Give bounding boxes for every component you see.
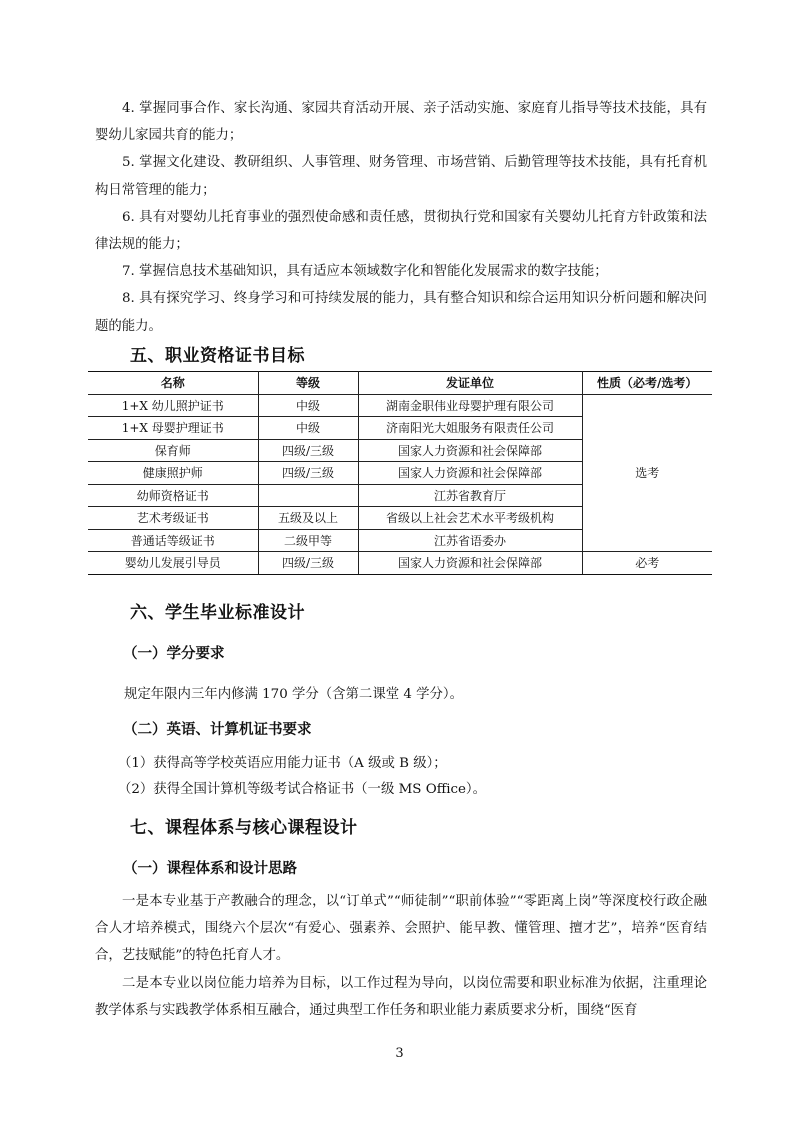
cell-level: 四级/三级 xyxy=(258,439,358,462)
cell-issuer: 济南阳光大姐服务有限责任公司 xyxy=(358,417,582,440)
cell-level: 二级甲等 xyxy=(258,529,358,552)
cell-level: 四级/三级 xyxy=(258,552,358,575)
section-heading-7: 七、课程体系与核心课程设计 xyxy=(130,818,358,838)
table-header-row xyxy=(88,372,712,395)
subheading-credits: （一）学分要求 xyxy=(123,646,225,662)
credit-requirement-text: 规定年限内三年内修满 170 学分（含第二课堂 4 学分）。 xyxy=(124,687,463,702)
certificate-requirement-item: （1）获得高等学校英语应用能力证书（A 级或 B 级）； xyxy=(118,756,447,771)
cell-issuer: 国家人力资源和社会保障部 xyxy=(358,462,582,485)
list-item: 6. 具有对婴幼儿托育事业的强烈使命感和责任感，贯彻执行党和国家有关婴幼儿托育方针政策和法律法规的能力； xyxy=(95,209,707,253)
cell-level xyxy=(258,484,358,507)
subheading-course-system: （一）课程体系和设计思路 xyxy=(123,861,297,877)
certificate-requirement-item: （2）获得全国计算机等级考试合格证书（一级 MS Office）。 xyxy=(118,782,487,797)
cell-issuer: 省级以上社会艺术水平考级机构 xyxy=(358,507,582,530)
certificate-table xyxy=(88,371,712,575)
section-heading-6: 六、学生毕业标准设计 xyxy=(130,603,305,623)
cell-name: 1+X 母婴护理证书 xyxy=(88,417,258,440)
cell-issuer: 国家人力资源和社会保障部 xyxy=(358,439,582,462)
paragraph: 二是本专业以岗位能力培养为目标，以工作过程为导向，以岗位需要和职业标准为依据，注重理论教学体系与实践教学体系相互融合，通过典型工作任务和职业能力素质要求分析，围绕“医育 xyxy=(95,975,707,1018)
cell-name: 普通话等级证书 xyxy=(88,529,258,552)
cell-level: 五级及以上 xyxy=(258,507,358,530)
cell-issuer: 湖南金职伟业母婴护理有限公司 xyxy=(358,394,582,417)
paragraph: 一是本专业基于产教融合的理念，以“订单式”“师徒制”“职前体验”“零距离上岗”等深度校行政企融合人才培养模式，围绕六个层次“有爱心、强素养、会照护、能早教、懂管理、擅才艺”，培养“医育结合，艺技赋能”的特色托育人才。 xyxy=(95,894,707,964)
section-heading-5: 五、职业资格证书目标 xyxy=(130,346,305,366)
cell-nature-optional: 选考 xyxy=(582,394,712,552)
cell-name: 健康照护师 xyxy=(88,462,258,485)
cell-name: 婴幼儿发展引导员 xyxy=(88,552,258,575)
list-item: 8. 具有探究学习、终身学习和可持续发展的能力，具有整合知识和综合运用知识分析问题和解决问题的能力。 xyxy=(95,291,707,334)
list-item: 7. 掌握信息技术基础知识，具有适应本领域数字化和智能化发展需求的数字技能； xyxy=(122,264,608,280)
course-design-paragraphs xyxy=(95,888,707,1024)
column-header-issuer: 发证单位 xyxy=(358,372,582,395)
cell-level: 四级/三级 xyxy=(258,462,358,485)
column-header-nature: 性质（必考/选考） xyxy=(582,372,712,395)
cell-issuer: 江苏省语委办 xyxy=(358,529,582,552)
cell-level: 中级 xyxy=(258,394,358,417)
cell-name: 幼师资格证书 xyxy=(88,484,258,507)
cell-issuer: 江苏省教育厅 xyxy=(358,484,582,507)
cell-name: 1+X 幼儿照护证书 xyxy=(88,394,258,417)
page-number: 3 xyxy=(395,1046,404,1061)
list-item: 4. 掌握同事合作、家长沟通、家园共育活动开展、亲子活动实施、家庭育儿指导等技术技能，具有婴幼儿家园共育的能力； xyxy=(95,101,707,144)
competency-list xyxy=(95,95,707,340)
cell-name: 保育师 xyxy=(88,439,258,462)
list-item: 5. 掌握文化建设、教研组织、人事管理、财务管理、市场营销、后勤管理等技术技能，具有托育机构日常管理的能力； xyxy=(95,155,707,198)
table-row xyxy=(88,552,712,575)
cell-issuer: 国家人力资源和社会保障部 xyxy=(358,552,582,575)
column-header-name: 名称 xyxy=(88,372,258,395)
subheading-certificates: （二）英语、计算机证书要求 xyxy=(123,722,312,738)
table-row xyxy=(88,394,712,417)
column-header-level: 等级 xyxy=(258,372,358,395)
cell-nature-required: 必考 xyxy=(582,552,712,575)
cell-name: 艺术考级证书 xyxy=(88,507,258,530)
cell-level: 中级 xyxy=(258,417,358,440)
